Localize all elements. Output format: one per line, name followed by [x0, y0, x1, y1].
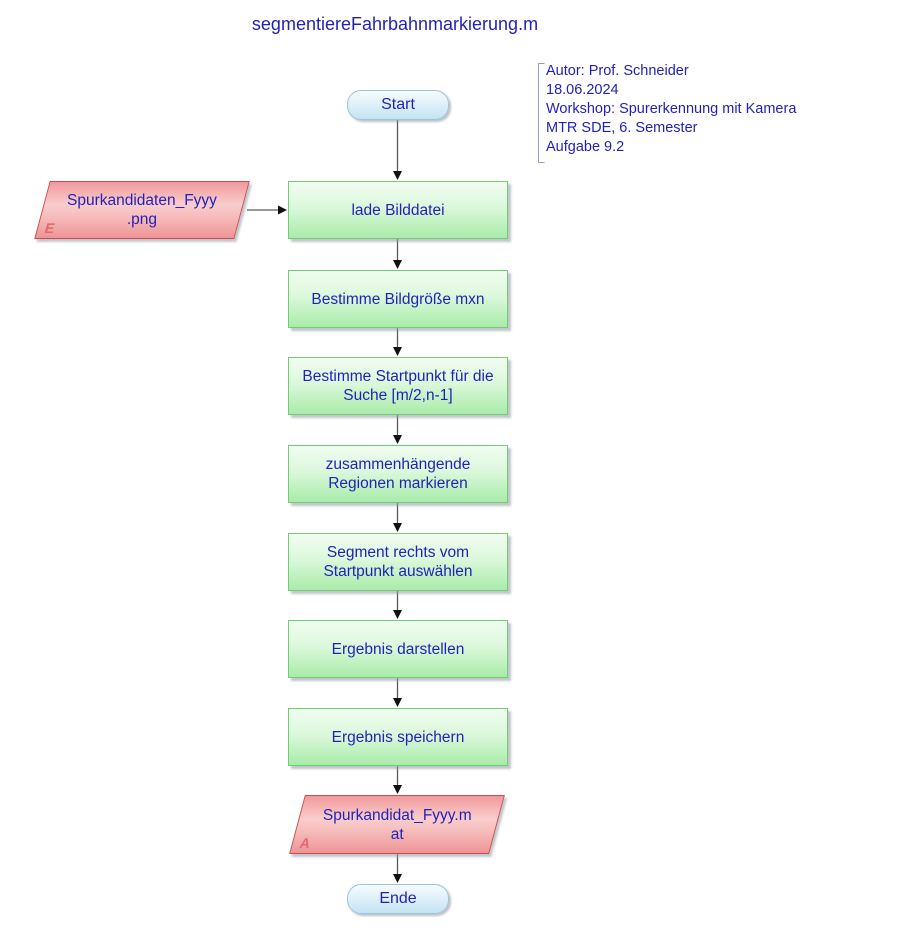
- node-input-file: [34, 181, 250, 239]
- output-file-line2: at: [390, 825, 404, 843]
- node-end-label: Ende: [379, 890, 417, 907]
- step-label: zusammenhängende Regionen markieren: [325, 456, 471, 492]
- arrowhead-into-end: [393, 874, 402, 883]
- step-label: Ergebnis speichern: [331, 728, 465, 746]
- node-step-show-result: [288, 620, 508, 678]
- node-output-file-label: [323, 806, 472, 844]
- info-line-course: MTR SDE, 6. Semester: [546, 120, 698, 136]
- arrowhead-into-step5: [393, 523, 402, 532]
- arrowhead-into-step3: [393, 347, 402, 356]
- arrowhead-into-step1-left: [278, 206, 287, 215]
- node-end: [347, 884, 449, 914]
- node-output-file: [289, 795, 505, 854]
- info-line-author: Autor: Prof. Schneider: [546, 63, 689, 79]
- step-label: Ergebnis darstellen: [331, 640, 465, 658]
- info-line-workshop: Workshop: Spurerkennung mit Kamera: [546, 101, 797, 117]
- step-label: lade Bilddatei: [351, 201, 445, 219]
- input-tag: E: [43, 220, 57, 236]
- node-step-select-segment: [288, 533, 508, 591]
- info-line-task: Aufgabe 9.2: [546, 139, 625, 155]
- info-line-date: 18.06.2024: [546, 82, 619, 98]
- node-start: [347, 90, 449, 120]
- output-file-line1: Spurkandidat_Fyyy.m: [322, 806, 472, 824]
- step-label: Bestimme Bildgröße mxn: [311, 290, 485, 308]
- node-start-label: Start: [381, 96, 415, 113]
- output-tag: A: [297, 835, 313, 851]
- node-input-file-label: [67, 191, 217, 229]
- node-step-save-result: [288, 708, 508, 766]
- arrowhead-into-step4: [393, 435, 402, 444]
- input-file-line1: Spurkandidaten_Fyyy: [67, 192, 217, 209]
- node-step-load-image: [288, 181, 508, 239]
- arrowhead-into-step1: [393, 171, 402, 180]
- page-title: segmentiereFahrbahnmarkierung.m: [251, 14, 539, 34]
- arrowhead-into-step7: [393, 698, 402, 707]
- arrowhead-into-step2: [393, 260, 402, 269]
- step-label: Bestimme Startpunkt für die Suche [m/2,n-1]: [302, 368, 494, 404]
- node-step-image-size: [288, 270, 508, 328]
- step-label: Segment rechts vom Startpunkt auswählen: [323, 544, 473, 580]
- node-step-mark-regions: [288, 445, 508, 503]
- input-file-line2: .png: [126, 211, 158, 228]
- node-step-start-point: [288, 357, 508, 415]
- arrowhead-into-output: [393, 785, 402, 794]
- arrowhead-into-step6: [393, 610, 402, 619]
